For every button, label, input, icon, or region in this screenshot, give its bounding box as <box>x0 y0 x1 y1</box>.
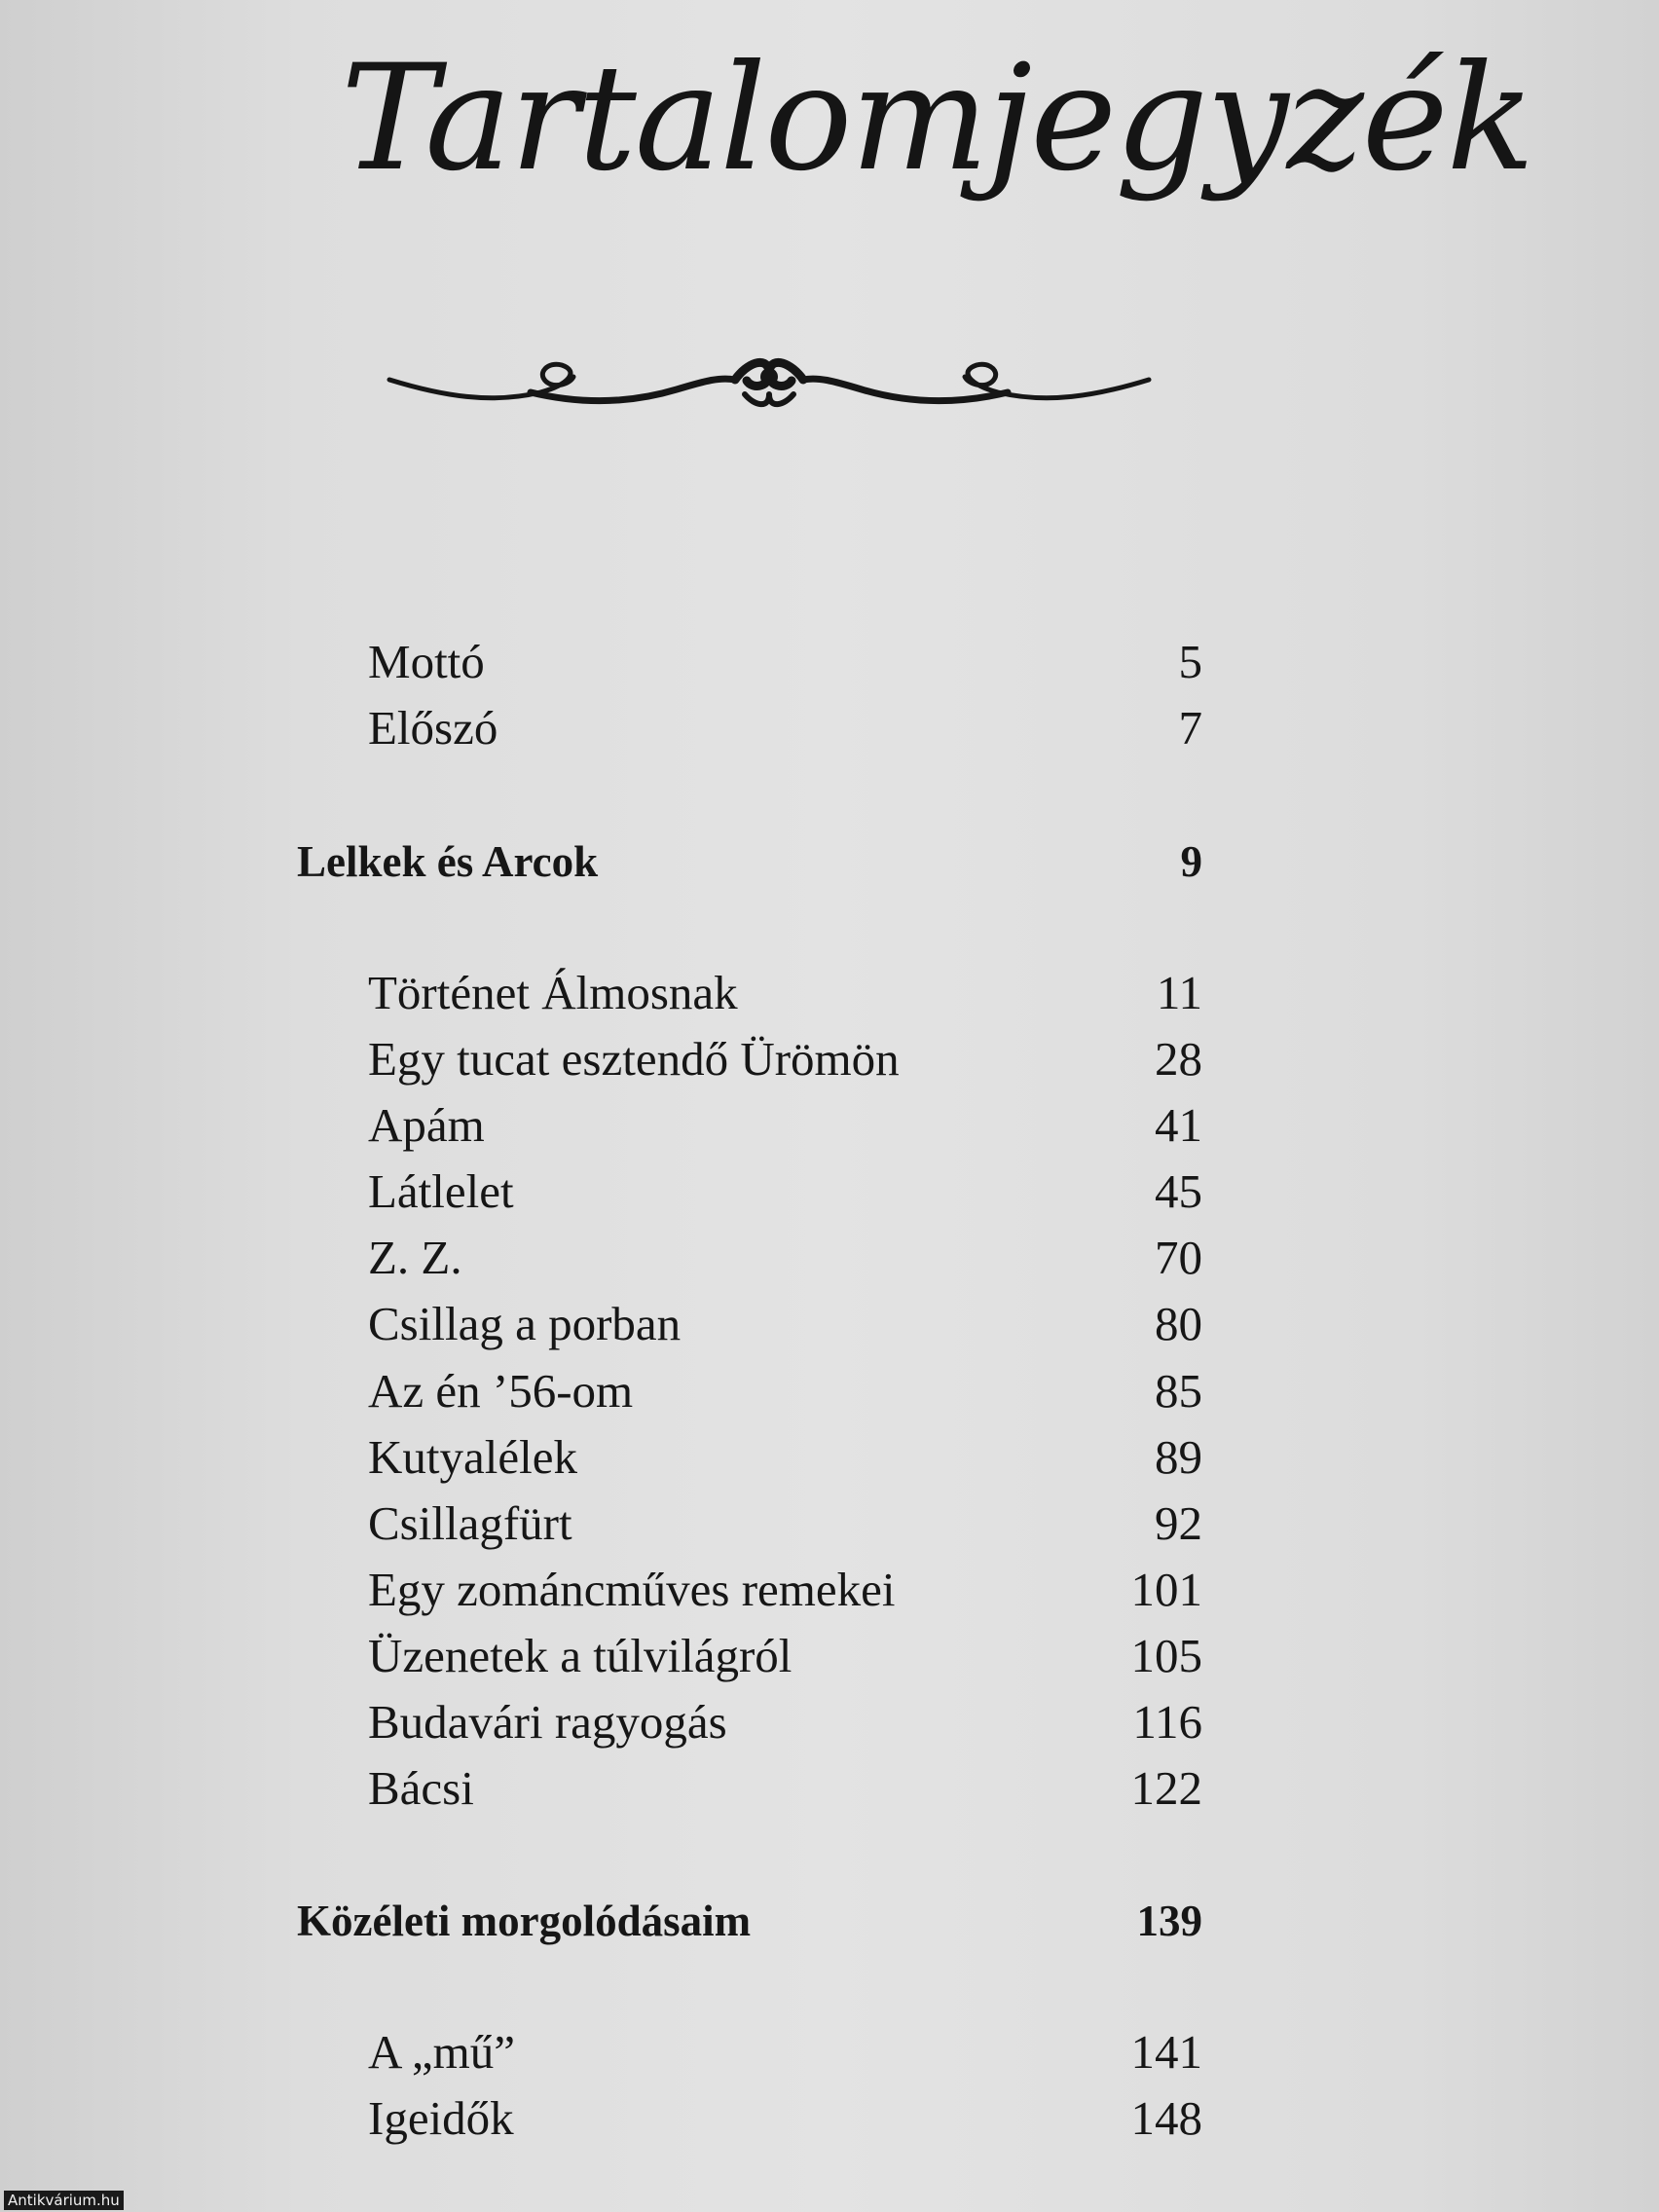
toc-entry-page: 92 <box>1155 1496 1202 1550</box>
toc-entry-title: Apám <box>368 1098 485 1152</box>
toc-entry-page: 122 <box>1130 1761 1202 1815</box>
toc-entry <box>368 631 1202 693</box>
toc-entry-title: Kutyalélek <box>368 1430 577 1484</box>
toc-entry <box>368 1493 1202 1555</box>
toc-entry-title: Látlelet <box>368 1164 514 1218</box>
toc-entry-title: Mottó <box>368 635 485 688</box>
toc-entry-title: Z. Z. <box>368 1231 462 1284</box>
toc-entry-page: 5 <box>1178 635 1202 688</box>
toc-entry <box>368 1293 1202 1355</box>
toc-entry <box>368 1161 1202 1223</box>
watermark: Antikvárium.hu <box>4 2191 124 2210</box>
toc-entry-page: 101 <box>1130 1563 1202 1616</box>
toc-entry-title: Bácsi <box>368 1761 474 1815</box>
toc-entry-page: 28 <box>1155 1032 1202 1086</box>
toc-entry-title: A „mű” <box>368 2025 516 2079</box>
toc-entry-title: Egy zománcműves remekei <box>368 1563 896 1616</box>
toc-entry-page: 85 <box>1155 1364 1202 1418</box>
toc-entry <box>368 1691 1202 1753</box>
toc-entry-title: Csillag a porban <box>368 1297 682 1350</box>
toc-entry-title: Előszó <box>368 701 498 755</box>
toc-entry-title: Történet Álmosnak <box>368 966 738 1019</box>
toc-entry-page: 139 <box>1136 1897 1202 1945</box>
toc-entry <box>368 1028 1202 1090</box>
toc-entry-page: 7 <box>1178 701 1202 755</box>
toc-entry <box>368 697 1202 759</box>
toc-entry <box>368 1094 1202 1157</box>
toc-entry-page: 141 <box>1130 2025 1202 2079</box>
toc-entry-page: 41 <box>1155 1098 1202 1152</box>
toc-entry-page: 148 <box>1130 2091 1202 2145</box>
toc-entry <box>368 2087 1202 2150</box>
toc-entry <box>368 962 1202 1024</box>
toc-entry-title: Igeidők <box>368 2091 514 2145</box>
toc-entry <box>368 1426 1202 1489</box>
toc-entry <box>368 1559 1202 1621</box>
toc-entry-page: 116 <box>1132 1695 1202 1749</box>
toc-entry-title: Egy tucat esztendő Ürömön <box>368 1032 900 1086</box>
toc-entry-title: Üzenetek a túlvilágról <box>368 1629 793 1682</box>
toc-entry-title: Budavári ragyogás <box>368 1695 727 1749</box>
toc-section <box>297 1890 1202 1952</box>
toc-entry-page: 70 <box>1155 1231 1202 1284</box>
toc-entry-page: 89 <box>1155 1430 1202 1484</box>
toc-section <box>297 830 1202 893</box>
toc-entry-page: 45 <box>1155 1164 1202 1218</box>
toc-entry <box>368 1625 1202 1687</box>
toc-entry <box>368 1757 1202 1820</box>
toc-entry-page: 80 <box>1155 1297 1202 1350</box>
toc-entry <box>368 1227 1202 1289</box>
toc-entry-page: 11 <box>1156 966 1202 1019</box>
toc-entry-title: Közéleti morgolódásaim <box>297 1897 752 1945</box>
toc-entry <box>368 1360 1202 1422</box>
toc-entry <box>368 2021 1202 2083</box>
toc-entry-page: 105 <box>1130 1629 1202 1682</box>
toc-entry-page: 9 <box>1180 837 1202 886</box>
toc-entry-title: Lelkek és Arcok <box>297 837 599 886</box>
page-title: Tartalomjegyzék <box>341 34 1533 203</box>
toc-entry-title: Az én ’56-om <box>368 1364 634 1418</box>
toc-entry-title: Csillagfürt <box>368 1496 572 1550</box>
